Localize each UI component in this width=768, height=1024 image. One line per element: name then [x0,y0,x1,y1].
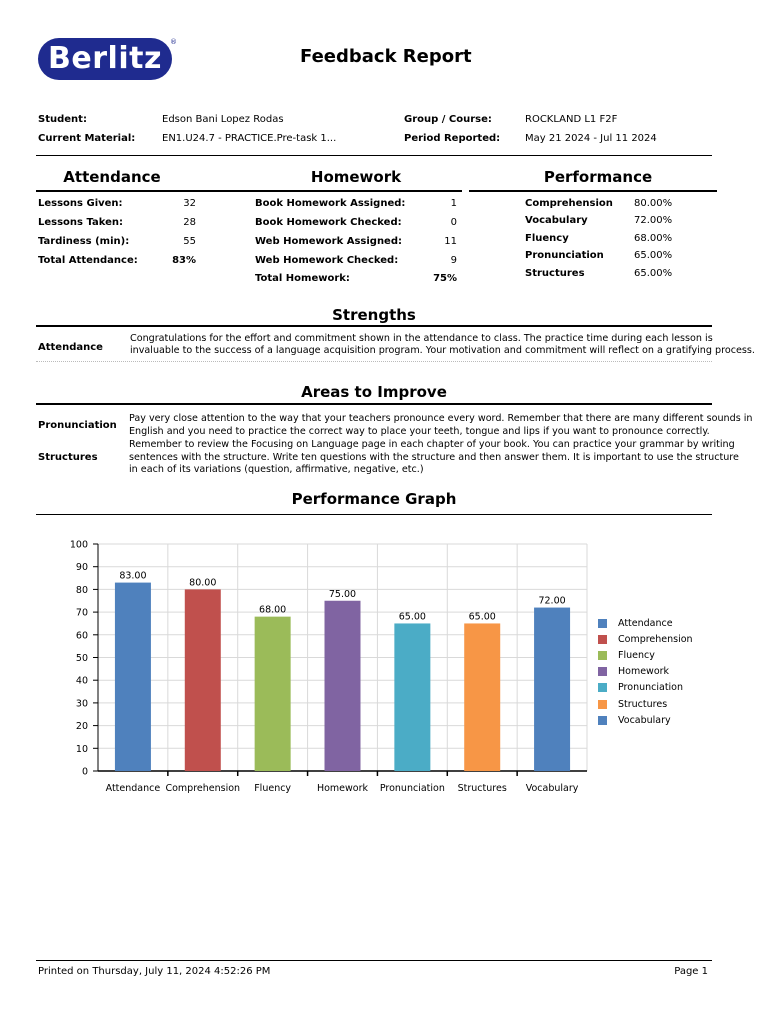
performance-label: Fluency [525,233,569,244]
y-tick-label: 0 [81,766,88,778]
performance-value: 80.00% [634,198,673,209]
improve-text-line: Pay very close attention to the way that your teachers pronounce every word. Remember that there are many different sounds in [129,413,753,424]
registered-mark: ® [170,38,177,46]
legend-item [598,696,718,712]
y-tick-label: 80 [75,584,88,596]
legend-label: Structures [618,698,668,710]
legend-item [598,615,718,631]
bar-structures [464,623,500,771]
performance-rule [469,190,717,192]
legend-label: Attendance [618,617,673,629]
strengths-divider [36,361,712,362]
x-tick-label: Attendance [105,783,161,794]
attendance-label: Lessons Given: [38,198,123,209]
x-tick-label: Fluency [254,783,292,794]
improve-text-line: in each of its variations (question, affirmative, negative, etc.) [129,464,424,475]
data-label: 83.00 [119,570,147,582]
homework-label: Book Homework Assigned: [255,198,406,209]
bar-comprehension [185,589,221,771]
attendance-heading: Attendance [63,168,161,186]
y-tick-label: 90 [75,562,88,574]
legend-swatch [598,619,607,628]
legend-label: Comprehension [618,633,693,645]
homework-value: 1 [450,198,457,209]
student-value: Edson Bani Lopez Rodas [162,114,284,125]
legend-swatch [598,651,607,660]
homework-label: Web Homework Checked: [255,255,399,266]
attendance-label: Total Attendance: [38,255,138,266]
total-attendance-value: 83% [172,255,196,266]
attendance-label: Tardiness (min): [38,236,130,247]
bar-fluency [255,617,291,771]
legend-label: Homework [618,666,670,678]
data-label: 68.00 [259,604,287,616]
attendance-value: 28 [183,217,196,228]
period-reported-label: Period Reported: [404,133,501,144]
student-label: Student: [38,114,87,125]
data-label: 80.00 [189,577,217,589]
group-course-label: Group / Course: [404,114,492,125]
page-number: Page 1 [674,966,708,977]
chart-legend [598,615,718,728]
total-homework-value: 75% [433,273,457,284]
improve-text-line: Remember to review the Focusing on Language page in each chapter of your book. You can practice your grammar by writing [129,439,735,450]
data-label: 65.00 [468,611,496,623]
legend-label: Pronunciation [618,682,684,694]
legend-label: Fluency [618,649,655,661]
group-course-value: ROCKLAND L1 F2F [525,114,618,125]
legend-item [598,647,718,663]
improve-label-structures: Structures [38,452,98,463]
legend-swatch [598,700,607,709]
attendance-homework-rule [36,190,462,192]
strength-text-line: invaluable to the success of a language acquisition program. Your motivation and commitment will reflect on a gratifying process. [130,345,755,356]
x-tick-label: Structures [457,783,507,794]
data-label: 75.00 [328,588,357,600]
y-tick-label: 100 [69,539,88,551]
info-divider [36,155,712,156]
footer-rule [36,960,712,961]
performance-heading: Performance [543,168,653,186]
attendance-label: Lessons Taken: [38,217,124,228]
homework-label: Book Homework Checked: [255,217,402,228]
y-tick-label: 60 [75,630,88,642]
graph-rule [36,514,712,515]
performance-value: 68.00% [634,233,673,244]
improve-text-line: English and you need to practice the correct way to place your teeth, tongue and lips if you want to pronounce correctly. [129,426,710,437]
legend-item [598,631,718,647]
legend-swatch [598,716,607,725]
bar-homework [325,601,361,771]
performance-value: 65.00% [634,268,673,279]
bar-attendance [115,583,151,771]
legend-swatch [598,635,607,644]
x-tick-label: Homework [316,783,369,794]
attendance-value: 55 [183,236,196,247]
homework-label: Web Homework Assigned: [255,236,402,247]
y-tick-label: 20 [75,721,88,733]
strengths-heading: Strengths [332,306,416,324]
y-tick-label: 10 [75,743,88,755]
performance-graph-heading: Performance Graph [291,490,457,508]
performance-label: Vocabulary [525,215,588,226]
berlitz-logo: Berlitz [38,38,172,80]
data-label: 72.00 [538,595,566,607]
legend-item [598,680,718,696]
performance-value: 65.00% [634,250,673,261]
x-tick-label: Comprehension [165,783,241,794]
data-label: 65.00 [398,611,426,623]
current-material-label: Current Material: [38,133,136,144]
x-tick-label: Pronunciation [379,783,445,794]
strength-text-line: Congratulations for the effort and commitment shown in the attendance to class. The practice time during each lesson is [130,333,713,344]
legend-swatch [598,667,607,676]
y-tick-label: 30 [75,698,88,710]
bar-pronunciation [394,623,430,771]
homework-value: 11 [444,236,457,247]
y-tick-label: 50 [75,653,88,664]
strengths-rule [36,325,712,327]
improve-text-line: sentences with the structure. Write ten questions with the structure and then answer them. It is important to use the structure [129,452,739,463]
legend-item [598,712,718,728]
y-tick-label: 70 [75,607,88,619]
performance-label: Comprehension [525,198,613,209]
homework-value: 9 [450,255,457,266]
homework-value: 0 [450,217,457,228]
period-reported-value: May 21 2024 - Jul 11 2024 [525,133,657,144]
strength-label: Attendance [38,342,103,353]
improve-rule [36,403,712,405]
legend-label: Vocabulary [618,714,671,726]
x-tick-label: Vocabulary [525,783,579,794]
performance-value: 72.00% [634,215,673,226]
legend-swatch [598,683,607,692]
current-material-value: EN1.U24.7 - PRACTICE.Pre-task 1... [162,133,337,144]
homework-label: Total Homework: [255,273,350,284]
y-tick-label: 40 [75,675,88,687]
performance-label: Structures [525,268,585,279]
performance-label: Pronunciation [525,250,604,261]
printed-on-text: Printed on Thursday, July 11, 2024 4:52:26 PM [38,966,271,977]
report-title: Feedback Report [300,46,472,67]
legend-item [598,664,718,680]
improve-label-pronunciation: Pronunciation [38,420,117,431]
homework-heading: Homework [310,168,402,186]
bar-vocabulary [534,608,570,771]
attendance-value: 32 [183,198,196,209]
areas-to-improve-heading: Areas to Improve [301,383,447,401]
